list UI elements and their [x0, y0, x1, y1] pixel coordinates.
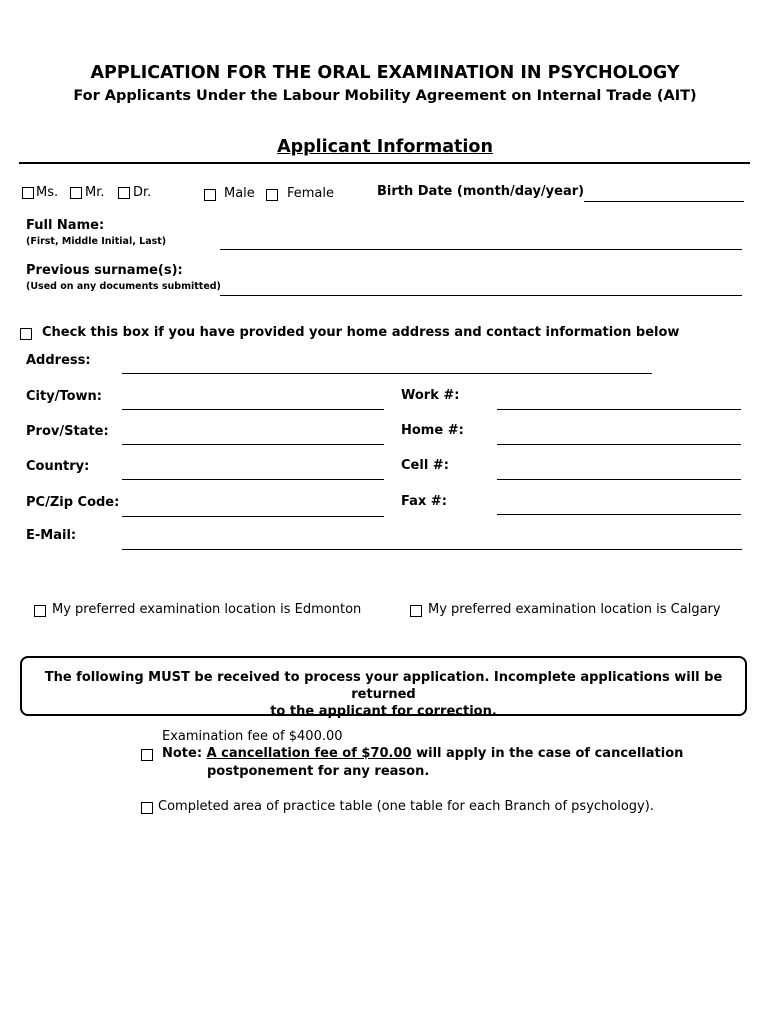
dr-checkbox[interactable] [118, 187, 130, 199]
edmonton-label: My preferred examination location is Edmonton [52, 602, 362, 617]
exam-fee-text: Examination fee of $400.00 [162, 729, 343, 744]
female-checkbox[interactable] [266, 189, 278, 201]
cell-phone-label: Cell #: [401, 458, 449, 473]
notice-line-1: The following MUST be received to process your application. Incomplete applications will be returned [44, 670, 723, 702]
male-checkbox[interactable] [204, 189, 216, 201]
female-label: Female [287, 186, 335, 201]
home-phone-label: Home #: [401, 423, 464, 438]
prov-field[interactable] [122, 444, 384, 445]
exam-fee-checkbox[interactable] [141, 749, 153, 761]
address-field[interactable] [122, 373, 652, 374]
form-subtitle: For Applicants Under the Labour Mobility Agreement on Internal Trade (AIT) [73, 88, 697, 104]
birth-date-field[interactable] [584, 201, 744, 202]
country-field[interactable] [122, 479, 384, 480]
country-label: Country: [26, 459, 90, 474]
mr-label: Mr. [85, 185, 105, 200]
contact-info-label: Check this box if you have provided your home address and contact information below [42, 325, 680, 340]
practice-table-label: Completed area of practice table (one table for each Branch of psychology). [158, 799, 654, 814]
calgary-checkbox[interactable] [410, 605, 422, 617]
mr-checkbox[interactable] [70, 187, 82, 199]
form-title: APPLICATION FOR THE ORAL EXAMINATION IN PSYCHOLOGY [90, 63, 680, 83]
dr-label: Dr. [133, 185, 152, 200]
fax-label: Fax #: [401, 494, 447, 509]
home-phone-field[interactable] [497, 444, 741, 445]
work-phone-label: Work #: [401, 388, 460, 403]
city-field[interactable] [122, 409, 384, 410]
note-prefix: Note: [162, 746, 203, 761]
ms-label: Ms. [36, 185, 59, 200]
full-name-label: Full Name: [26, 218, 105, 233]
full-name-hint: (First, Middle Initial, Last) [26, 236, 167, 247]
address-label: Address: [26, 353, 91, 368]
section-divider [19, 162, 750, 164]
fax-field[interactable] [497, 514, 741, 515]
work-phone-field[interactable] [497, 409, 741, 410]
male-label: Male [224, 186, 255, 201]
email-label: E-Mail: [26, 528, 77, 543]
calgary-label: My preferred examination location is Calgary [428, 602, 721, 617]
previous-surname-label: Previous surname(s): [26, 263, 183, 278]
cancellation-note-line-2: postponement for any reason. [207, 764, 430, 779]
birth-date-label: Birth Date (month/day/year) [377, 184, 585, 199]
previous-surname-hint: (Used on any documents submitted) [26, 281, 221, 292]
previous-surname-field[interactable] [220, 295, 742, 296]
section-title: Applicant Information [277, 137, 493, 157]
prov-label: Prov/State: [26, 424, 109, 439]
cancellation-fee: A cancellation fee of $70.00 [206, 746, 412, 761]
cancellation-note [162, 746, 683, 761]
requirements-notice [20, 656, 747, 719]
edmonton-checkbox[interactable] [34, 605, 46, 617]
ms-checkbox[interactable] [22, 187, 34, 199]
practice-table-checkbox[interactable] [141, 802, 153, 814]
full-name-field[interactable] [220, 249, 742, 250]
zip-field[interactable] [122, 516, 384, 517]
cell-phone-field[interactable] [497, 479, 741, 480]
notice-line-2: to the applicant for correction. [270, 704, 497, 719]
zip-label: PC/Zip Code: [26, 495, 120, 510]
email-field[interactable] [122, 549, 742, 550]
contact-info-checkbox[interactable] [20, 328, 32, 340]
note-rest: will apply in the case of cancellation [411, 746, 684, 761]
city-label: City/Town: [26, 389, 102, 404]
